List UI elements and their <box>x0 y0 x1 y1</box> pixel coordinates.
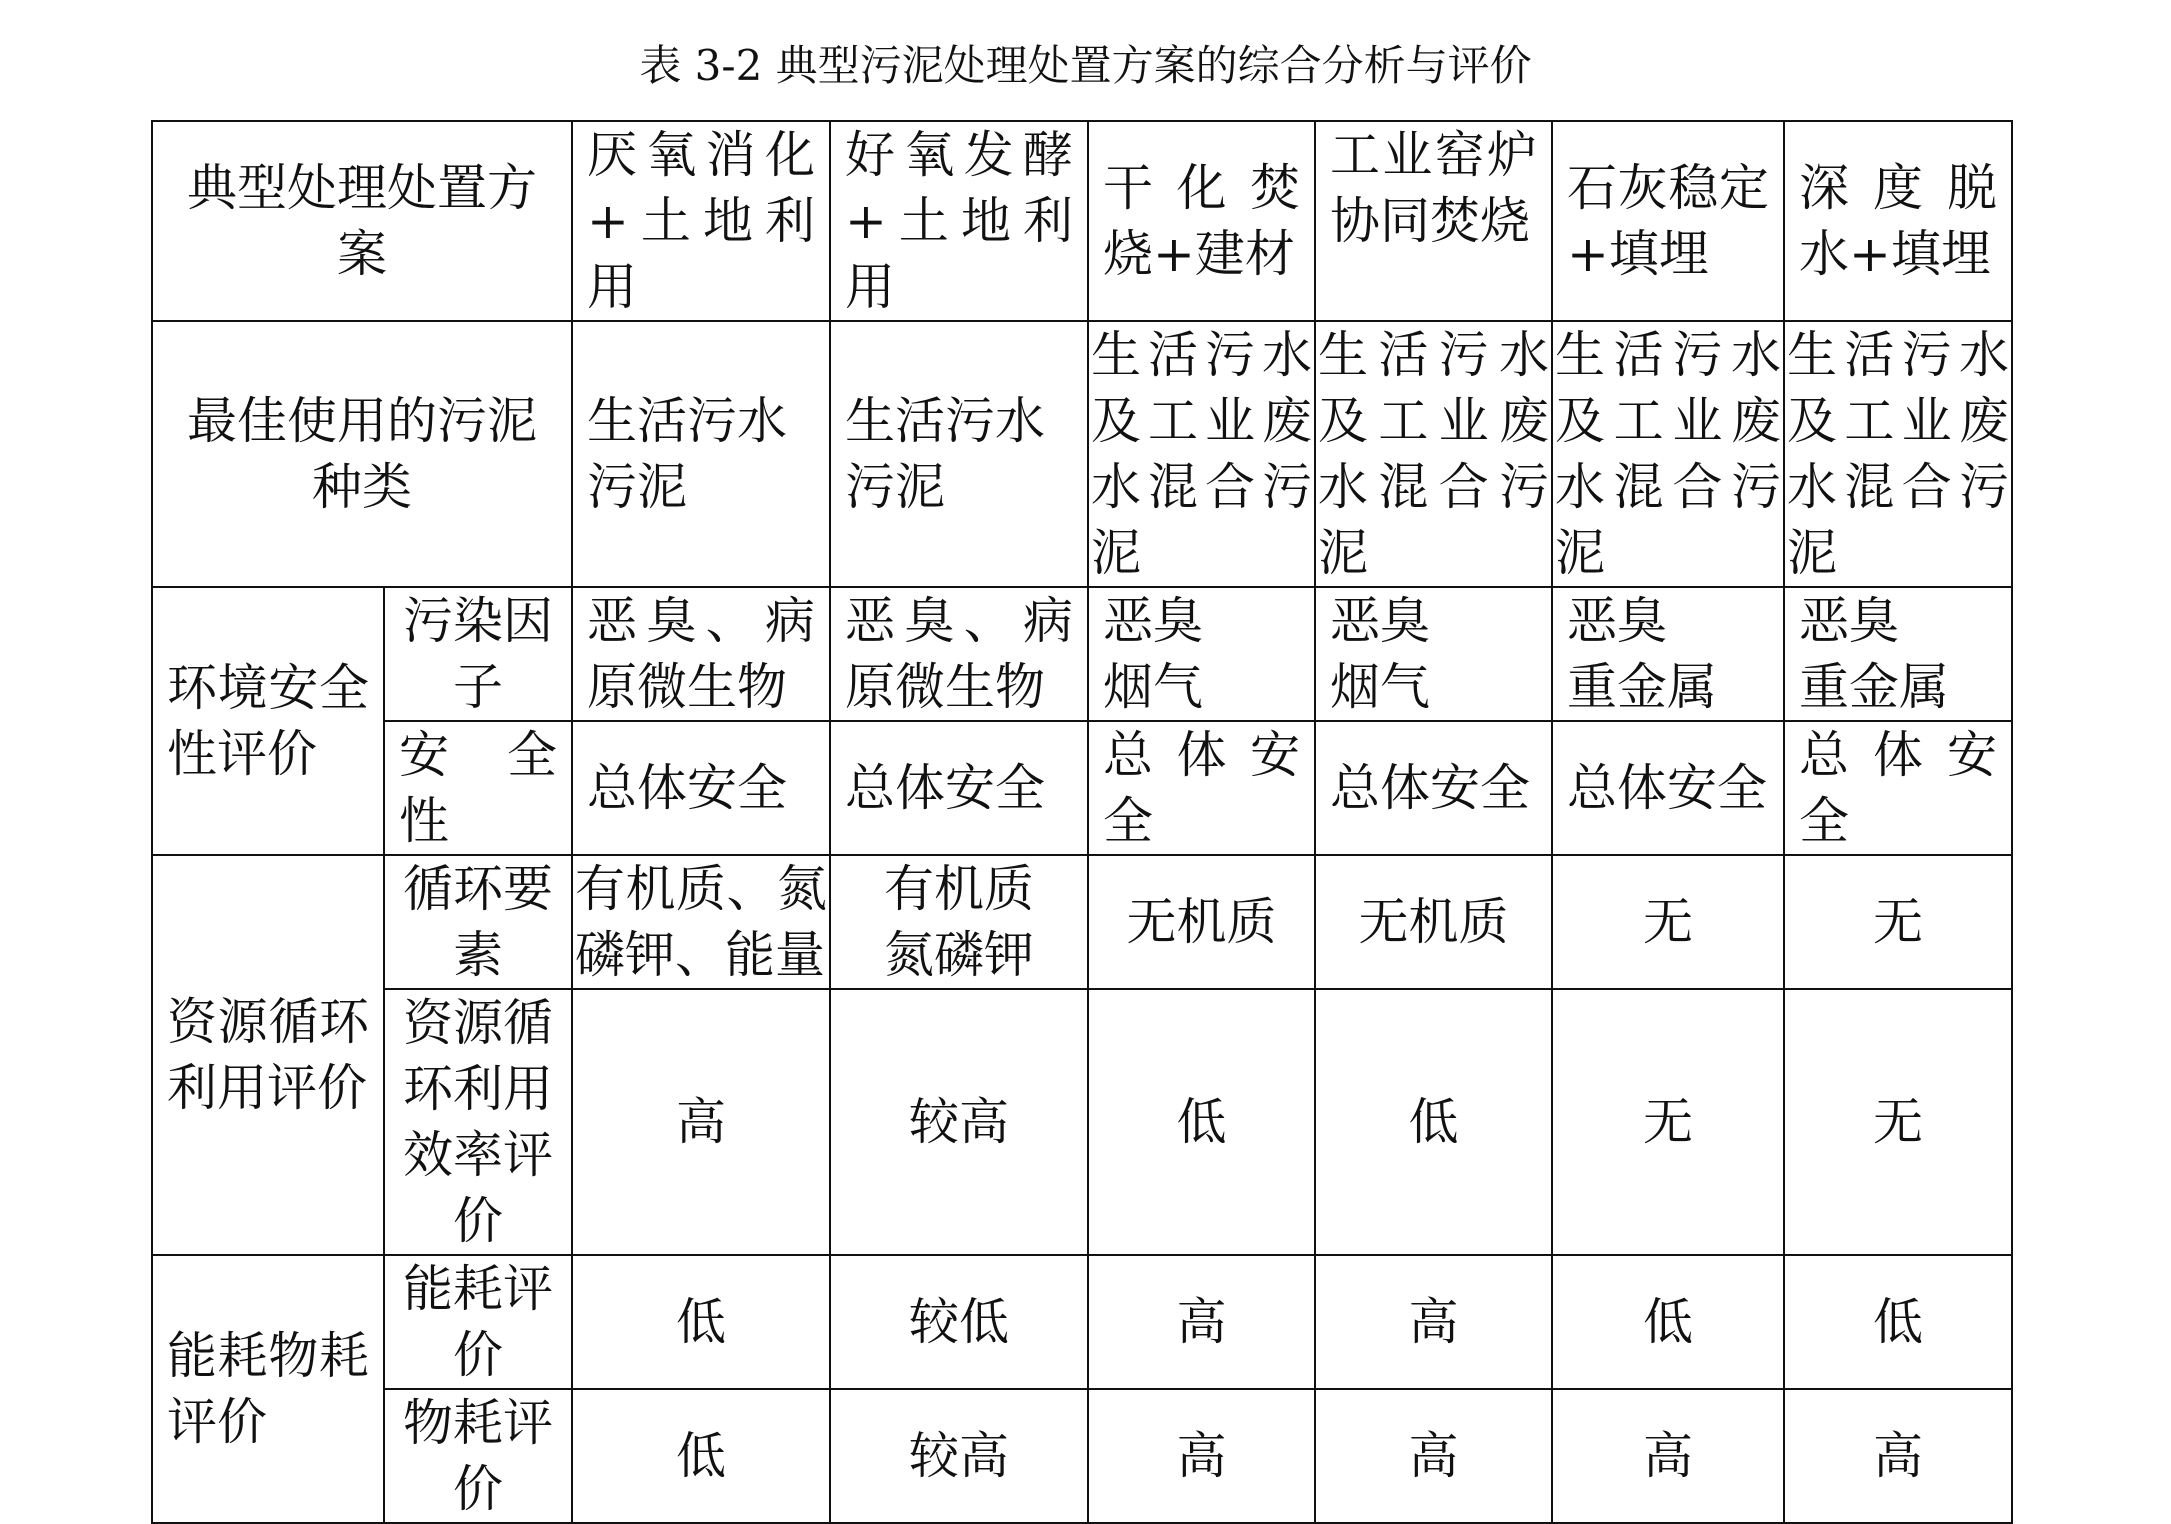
table-cell: 恶臭 烟气 <box>1315 587 1552 721</box>
table-cell: 生活污水及工业废水混合污泥 <box>1784 321 2012 587</box>
table-cell: 无 <box>1552 989 1784 1255</box>
material-row <box>152 1389 2012 1523</box>
table-cell: 恶臭 烟气 <box>1088 587 1315 721</box>
table-cell: 无机质 <box>1315 855 1552 989</box>
sub-label: 污染因子 <box>384 587 572 721</box>
table-cell: 总体安全 <box>830 721 1088 855</box>
table-cell: 无 <box>1784 855 2012 989</box>
table-cell: 低 <box>572 1255 830 1389</box>
table-cell: 无机质 <box>1088 855 1315 989</box>
table-cell: 总体安全 <box>1784 721 2012 855</box>
table-cell: 较低 <box>830 1255 1088 1389</box>
sub-label: 能耗评价 <box>384 1255 572 1389</box>
table-cell: 有机质氮磷钾 <box>830 855 1088 989</box>
table-cell: 高 <box>1088 1389 1315 1523</box>
efficiency-row <box>152 989 2012 1255</box>
cycle-elements-row <box>152 855 2012 989</box>
group-label-environment: 环境安全性评价 <box>152 587 384 855</box>
sub-label: 物耗评价 <box>384 1389 572 1523</box>
table-cell: 高 <box>1315 1389 1552 1523</box>
table-cell: 恶臭、病原微生物 <box>572 587 830 721</box>
row-label: 最佳使用的污泥种类 <box>152 321 572 587</box>
table-cell: 较高 <box>830 1389 1088 1523</box>
table-cell: 恶臭 重金属 <box>1784 587 2012 721</box>
safety-row <box>152 721 2012 855</box>
table-cell: 生活污水污泥 <box>830 321 1088 587</box>
table-cell: 高 <box>1088 1255 1315 1389</box>
table-cell: 总体安全 <box>1088 721 1315 855</box>
table-cell: 低 <box>1784 1255 2012 1389</box>
sub-label: 安 全性 <box>384 721 572 855</box>
group-label-consumption: 能耗物耗评价 <box>152 1255 384 1523</box>
sub-label: 循环要素 <box>384 855 572 989</box>
energy-row <box>152 1255 2012 1389</box>
sub-label: 资源循环利用效率评价 <box>384 989 572 1255</box>
sludge-type-row <box>152 321 2012 587</box>
sludge-scheme-table <box>151 120 2013 1524</box>
header-row <box>152 121 2012 321</box>
table-cell: 总体安全 <box>1315 721 1552 855</box>
table-cell: 无 <box>1552 855 1784 989</box>
table-cell: 恶臭 重金属 <box>1552 587 1784 721</box>
pollution-factor-row <box>152 587 2012 721</box>
scheme-header: 好氧发酵+土地利用 <box>830 121 1088 321</box>
table-cell: 生活污水及工业废水混合污泥 <box>1552 321 1784 587</box>
table-cell: 生活污水及工业废水混合污泥 <box>1088 321 1315 587</box>
table-cell: 较高 <box>830 989 1088 1255</box>
table-cell: 有机质、氮磷钾、能量 <box>572 855 830 989</box>
table-cell: 总体安全 <box>1552 721 1784 855</box>
scheme-header: 干化焚烧+建材 <box>1088 121 1315 321</box>
table-caption: 表 3-2 典型污泥处理处置方案的综合分析与评价 <box>639 41 1532 90</box>
table-cell: 总体安全 <box>572 721 830 855</box>
scheme-header: 深度脱水+填埋 <box>1784 121 2012 321</box>
table-cell: 恶臭、病原微生物 <box>830 587 1088 721</box>
table-cell: 生活污水及工业废水混合污泥 <box>1315 321 1552 587</box>
table-cell: 高 <box>1552 1389 1784 1523</box>
scheme-header: 厌氧消化+土地利用 <box>572 121 830 321</box>
scheme-header: 石灰稳定+填埋 <box>1552 121 1784 321</box>
table-cell: 低 <box>1315 989 1552 1255</box>
table-cell: 高 <box>1784 1389 2012 1523</box>
header-label: 典型处理处置方案 <box>152 121 572 321</box>
table-cell: 高 <box>1315 1255 1552 1389</box>
table-cell: 高 <box>572 989 830 1255</box>
scheme-header: 工业窑炉协同焚烧 <box>1315 121 1552 321</box>
table-cell: 低 <box>572 1389 830 1523</box>
table-cell: 无 <box>1784 989 2012 1255</box>
group-label-resource: 资源循环利用评价 <box>152 855 384 1255</box>
table-cell: 生活污水污泥 <box>572 321 830 587</box>
table-cell: 低 <box>1088 989 1315 1255</box>
table-cell: 低 <box>1552 1255 1784 1389</box>
